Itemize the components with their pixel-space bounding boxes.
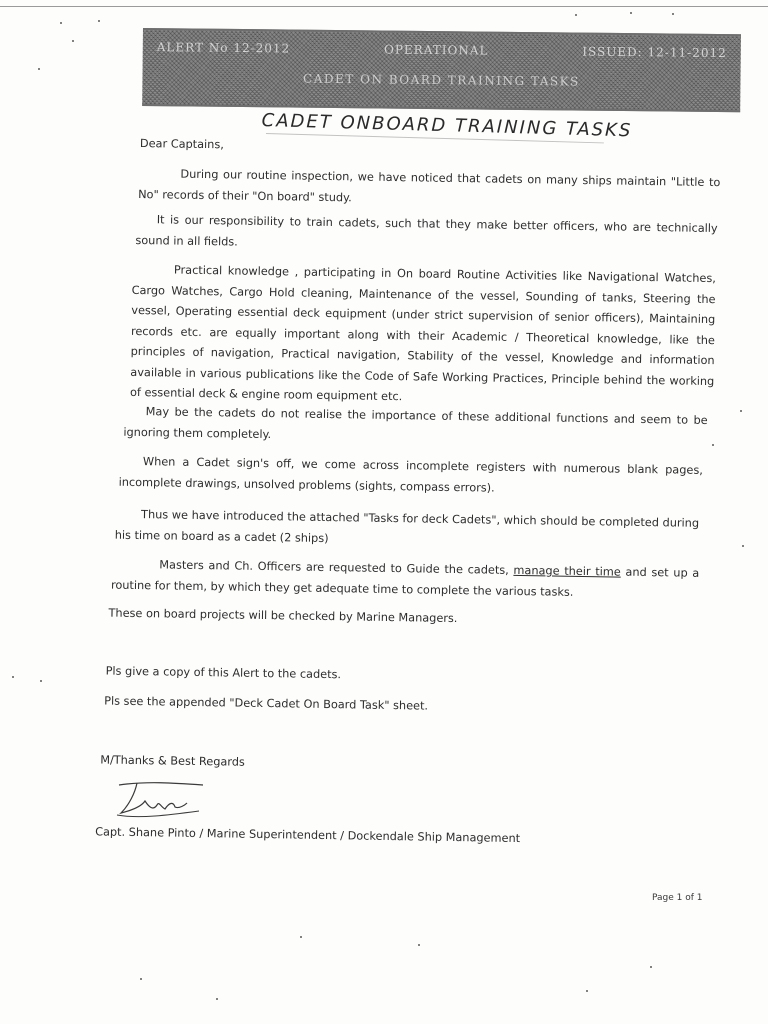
scan-speck — [586, 990, 588, 992]
paragraph-sign-off: When a Cadet sign's off, we come across incomplete registers with numerous blank pages, incomplete drawings, unsolved problems (sights, compass errors). — [118, 455, 703, 495]
scan-speck — [740, 410, 742, 412]
scan-speck — [300, 936, 302, 938]
scan-speck — [40, 680, 42, 682]
closing-regards: M/Thanks & Best Regards — [100, 753, 245, 769]
paragraph-tasks-introduced: Thus we have introduced the attached "Tasks for deck Cadets", which should be completed during his time on board as a cadet (2 ships) — [114, 508, 700, 545]
scan-speck — [650, 966, 652, 968]
manage-time-underlined: manage their time — [513, 563, 621, 579]
page-number: Page 1 of 1 — [652, 893, 703, 903]
scan-speck — [140, 978, 142, 980]
banner-category: OPERATIONAL — [383, 42, 489, 58]
paragraph-inspection: During our routine inspection, we have noticed that cadets on many ships maintain "Little to No" records of their "On board" study. — [138, 167, 721, 204]
banner-alert-number: ALERT No 12-2012 — [156, 40, 291, 56]
paragraph-practical-knowledge: Practical knowledge , participating in On board Routine Activities like Navigational Watches, Cargo Watches, Cargo Hold cleaning, Maintenance of the vessel, Sounding of tanks, Steering the vessel, Operating essential deck equipment (under strict supervision of senior officers), Maintaining records etc. are equally important along with their Academic / Theoretical knowledge, like the principles of navigation, Practical navigation, Stability of the vessel, Knowledge and information available in various publications like the Code of Safe Working Practices, Principle behind the working of essential deck & engine room equipment etc. — [129, 263, 716, 404]
signature-scrawl — [115, 777, 207, 821]
paragraph-importance: May be the cadets do not realise the importance of these additional functions and seem to be ignoring them completely. — [123, 405, 708, 441]
signatory-line: Capt. Shane Pinto / Marine Superintendent / Dockendale Ship Management — [95, 825, 521, 846]
scan-speck — [38, 68, 40, 70]
paragraph-masters-guidance — [111, 555, 700, 605]
scan-speck — [72, 40, 74, 42]
scan-speck — [12, 676, 14, 678]
paragraph-copy-alert: Pls give a copy of this Alert to the cadets. — [105, 664, 342, 682]
masters-text-start: Masters and Ch. Officers are requested to Guide the cadets, — [159, 558, 509, 577]
paragraph-checked-by: These on board projects will be checked by Marine Managers. — [108, 606, 458, 626]
scan-speck — [575, 14, 577, 16]
scan-speck — [742, 545, 744, 547]
scan-speck — [672, 13, 674, 15]
paragraph-responsibility: It is our responsibility to train cadets, such that they make better officers, who are technically sound in all fields. — [135, 213, 718, 249]
scan-speck — [60, 22, 62, 24]
paragraph-appended-sheet: Pls see the appended "Deck Cadet On Board Task" sheet. — [104, 694, 429, 713]
handwritten-title: CADET ONBOARD TRAINING TASKS — [261, 110, 633, 142]
scan-speck — [630, 12, 632, 14]
salutation: Dear Captains, — [139, 137, 224, 152]
scan-speck — [98, 20, 100, 22]
banner-issued-date: ISSUED: 12-11-2012 — [582, 44, 727, 61]
masters-text-end: and set up a routine for them, by which they get adequate time to complete the various tasks. — [110, 565, 700, 599]
banner-subtitle: CADET ON BOARD TRAINING TASKS — [303, 71, 580, 89]
scan-speck — [712, 444, 714, 446]
scan-speck — [418, 944, 420, 946]
scan-speck — [216, 998, 218, 1000]
